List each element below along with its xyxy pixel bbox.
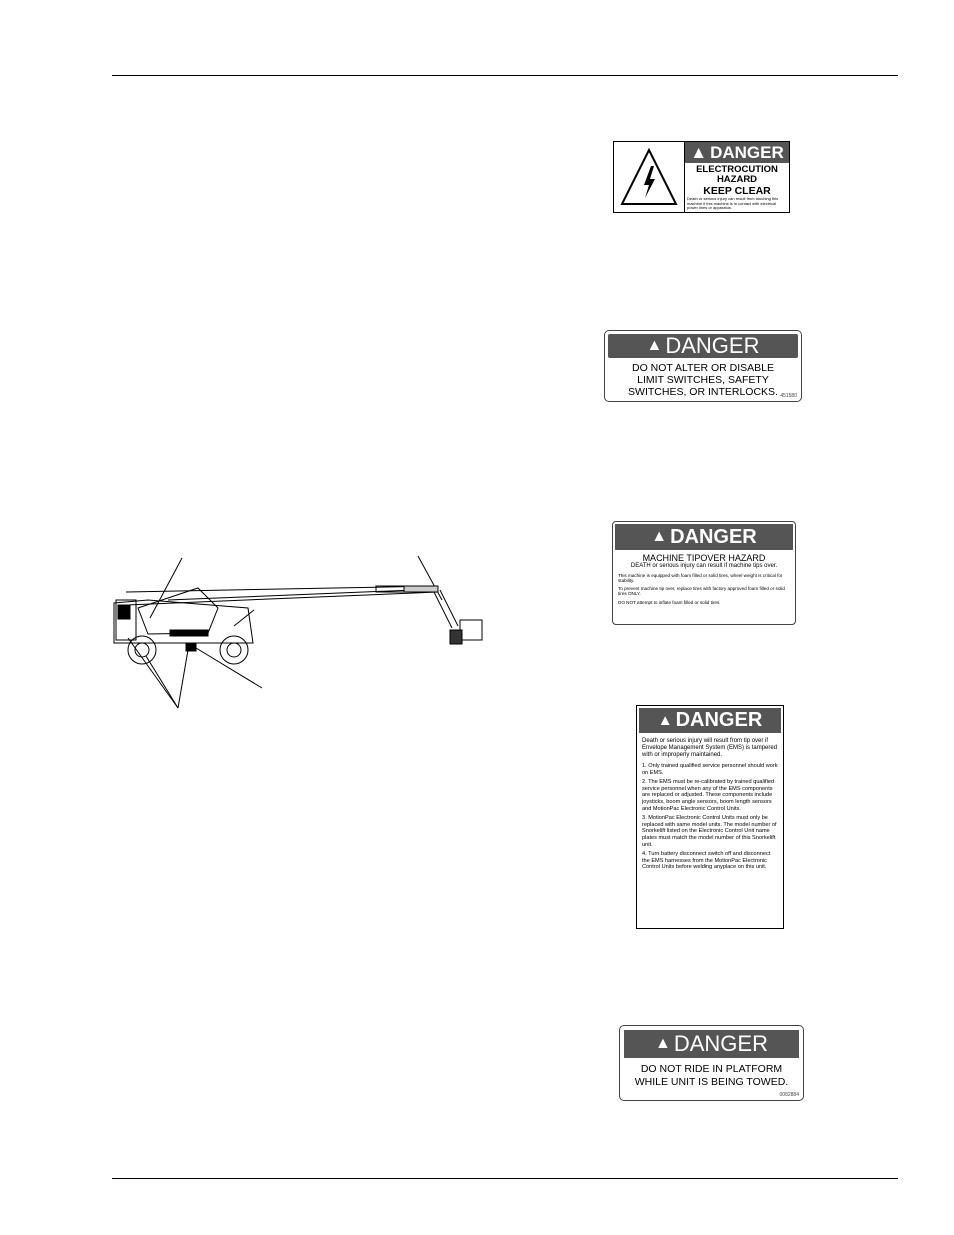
decal3-p2: To prevent machine tip over, replace tires with factory approved foam filled or solid tires ONLY. bbox=[618, 585, 785, 597]
top-rule bbox=[112, 75, 898, 76]
decal5-header: ▲ DANGER bbox=[624, 1030, 799, 1058]
lightning-warning-icon bbox=[614, 142, 685, 212]
warning-triangle-icon: ▲ bbox=[655, 1035, 671, 1052]
decal5-line2: WHILE UNIT IS BEING TOWED. bbox=[634, 1076, 789, 1088]
decal-limit-switches bbox=[604, 330, 802, 402]
decal3-p3: DO NOT attempt to inflate foam filled or solid tires. bbox=[618, 599, 721, 605]
decal-electrocution-hazard bbox=[613, 141, 790, 213]
decal4-item-2: 2. The EMS must be re-calibrated by trained qualified service personnel when any of the EMS components are replaced or adjusted. These components include joysticks, boom angle sensors, boom length sensors and MotionPac Electronic Control Units. bbox=[642, 779, 775, 812]
warning-triangle-icon: ▲ bbox=[690, 142, 708, 162]
decal2-line3: SWITCHES, OR INTERLOCKS. bbox=[628, 386, 778, 398]
decal1-header: ▲ DANGER bbox=[685, 142, 789, 163]
decal3-title: MACHINE TIPOVER HAZARD bbox=[642, 553, 766, 563]
decal2-part-number: 451580 bbox=[780, 393, 797, 399]
decal4-intro: Death or serious injury will result from tip over if Envelope Management System (EMS) is tampered with or improperly maintained. bbox=[642, 738, 778, 758]
decal3-subtitle: DEATH or serious injury can result if machine tips over. bbox=[630, 563, 778, 569]
decal1-line2: HAZARD bbox=[716, 174, 758, 185]
decal1-line1: ELECTROCUTION bbox=[696, 164, 778, 175]
decal4-item-4: 4. Turn battery disconnect switch off and disconnect the EMS harnesses from the MotionPac Electronic Control Units before welding anyplace on this unit. bbox=[642, 851, 771, 871]
machine-illustration bbox=[108, 548, 508, 713]
decal2-header: ▲ DANGER bbox=[608, 334, 798, 358]
bottom-rule bbox=[112, 1178, 898, 1179]
decal3-p1: This machine is equipped with foam filled or solid tires, wheel weight is critical for stability. bbox=[618, 573, 783, 584]
decal1-line3: KEEP CLEAR bbox=[703, 185, 771, 197]
warning-triangle-icon: ▲ bbox=[646, 337, 663, 354]
decal2-line1: DO NOT ALTER OR DISABLE bbox=[632, 362, 774, 374]
decal-do-not-ride-towed bbox=[619, 1025, 804, 1101]
decal1-body: Death or serious injury can result from touching this machine if this machine is in contact with electrical power lines or apparatus. bbox=[687, 196, 779, 211]
warning-triangle-icon: ▲ bbox=[657, 712, 673, 729]
decal-ems bbox=[636, 705, 784, 929]
decal-machine-tipover bbox=[612, 521, 796, 625]
decal3-header: ▲ DANGER bbox=[615, 524, 793, 550]
decal5-line1: DO NOT RIDE IN PLATFORM bbox=[640, 1063, 783, 1075]
decal5-part-number: 0082884 bbox=[779, 1092, 799, 1098]
decal2-line2: LIMIT SWITCHES, SAFETY bbox=[637, 374, 769, 386]
decal4-header: ▲ DANGER bbox=[639, 708, 781, 733]
decal4-item-1: 1. Only trained qualified service personnel should work on EMS. bbox=[642, 763, 778, 776]
warning-triangle-icon: ▲ bbox=[651, 528, 668, 545]
decal4-item-3: 3. MotionPac Electronic Control Units must only be replaced with same model units. The model number of Snorkelift listed on the Electronic Control Unit name plates must match the model number of this Snorkelift unit. bbox=[642, 815, 777, 848]
